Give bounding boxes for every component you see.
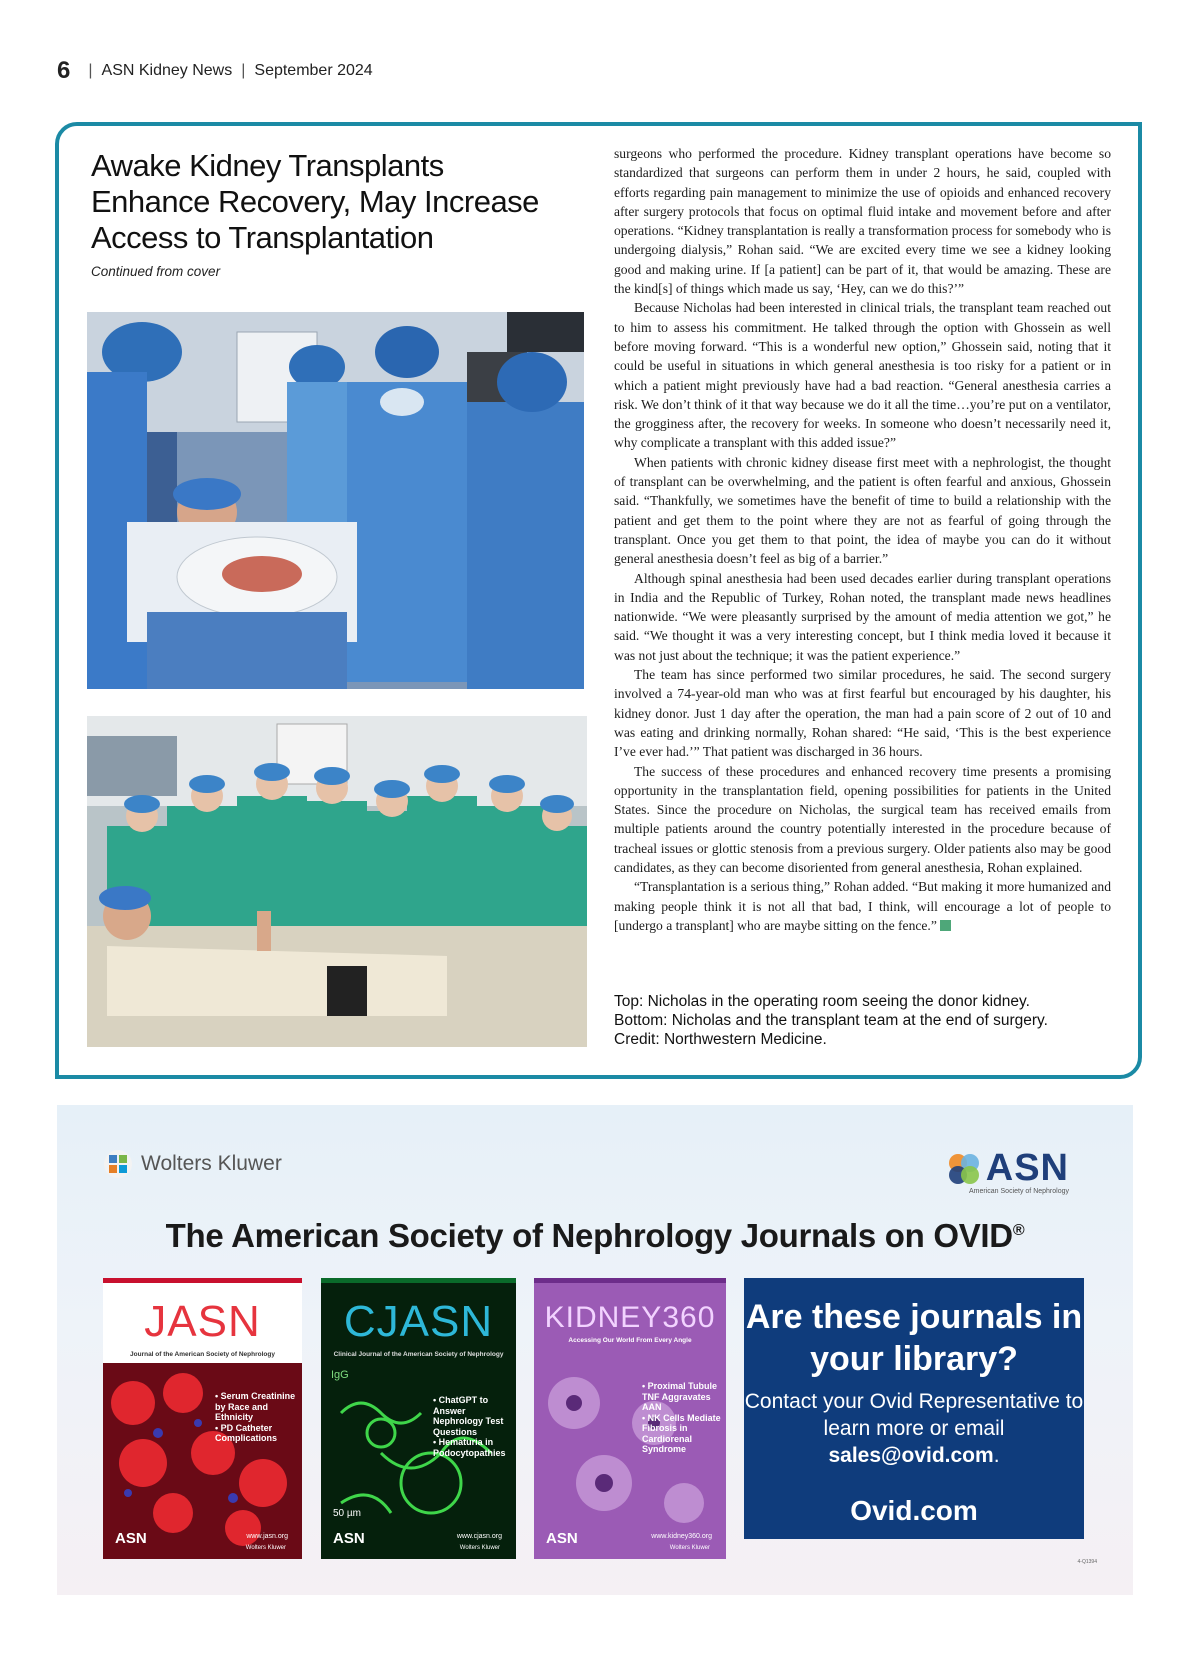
- registered-mark: ®: [1012, 1222, 1025, 1239]
- cta-question: Are these journals in your library?: [745, 1298, 1083, 1378]
- article-paragraph-last: [614, 877, 1111, 935]
- ad-headline: [57, 1217, 1133, 1255]
- jasn-subtitle: Journal of the American Society of Nephrology: [130, 1351, 275, 1358]
- article-paragraph: The team has since performed two similar procedures, he said. The second surgery involved a 74-year-old man who was at first fearful but encouraged by his daughter, his kidney donor. Just 1 day after the operation, the man had a pain score of 2 out of 10 and was eating and drinking normally, Rohan shared: “He said, ‘This is the best experience I’ve ever had.’” That patient was discharged in 36 hours.: [614, 667, 1111, 760]
- jasn-url: www.jasn.org: [246, 1533, 288, 1540]
- caption-top: Top: Nicholas in the operating room seeing the donor kidney.: [614, 993, 1030, 1010]
- cjasn-bullet: • Hematuria in Podocytopathies: [433, 1437, 506, 1458]
- cjasn-asn-logo: ASN: [333, 1530, 365, 1547]
- page-number: 6: [57, 57, 71, 84]
- issue-date: September 2024: [254, 62, 373, 79]
- asn-logo: [944, 1147, 1069, 1195]
- jasn-cover: [103, 1278, 302, 1559]
- cjasn-bullet: • ChatGPT to Answer Nephrology Test Questions: [433, 1395, 504, 1437]
- cjasn-title: CJASN: [343, 1297, 494, 1346]
- cjasn-cover: [321, 1278, 516, 1559]
- kidney360-subtitle: Accessing Our World From Every Angle: [568, 1337, 692, 1344]
- cta-contact-text: Contact your Ovid Representative to learn more or email: [744, 1390, 1084, 1440]
- header-separator: |: [88, 62, 93, 79]
- cjasn-bullets: [433, 1395, 516, 1458]
- article-title: Awake Kidney Transplants Enhance Recovery, May Increase Access to Transplantation: [91, 148, 539, 255]
- page-header: [57, 56, 373, 86]
- jasn-bullets: [215, 1391, 299, 1444]
- operating-room-illustration: [87, 312, 584, 689]
- kidney360-bullet: • NK Cells Mediate Fibrosis in Cardiorenal Syndrome: [642, 1412, 721, 1454]
- kidney360-url: www.kidney360.org: [651, 1533, 712, 1540]
- cjasn-subtitle: Clinical Journal of the American Society of Nephrology: [333, 1351, 504, 1358]
- caption-bottom: Bottom: Nicholas and the transplant team at the end of surgery.: [614, 1012, 1048, 1029]
- ad-code: 4-Q1394: [1077, 1559, 1097, 1565]
- header-separator: |: [241, 62, 246, 79]
- article-box: [55, 122, 1142, 1079]
- asn-tagline: American Society of Nephrology: [969, 1188, 1069, 1195]
- jasn-title: JASN: [144, 1297, 261, 1346]
- wolters-kluwer-name: Wolters Kluwer: [141, 1152, 282, 1175]
- ovid-cta-panel: [744, 1278, 1084, 1539]
- cjasn-scale: 50 µm: [333, 1508, 361, 1519]
- photo-operating-room: [87, 312, 584, 689]
- photo-caption: [614, 992, 1094, 1049]
- caption-credit: Credit: Northwestern Medicine.: [614, 1031, 827, 1048]
- photo-transplant-team: [87, 716, 587, 1047]
- kidney360-bullet: • Proximal Tubule TNF Aggravates AAN: [642, 1381, 717, 1412]
- article-body: [614, 144, 1111, 935]
- cta-period: .: [993, 1444, 1000, 1467]
- cjasn-publisher: Wolters Kluwer: [459, 1545, 500, 1551]
- ad-headline-text: The American Society of Nephrology Journals on OVID: [165, 1217, 1013, 1254]
- asn-logo-text: ASN: [985, 1147, 1069, 1189]
- wolters-kluwer-logo: [103, 1149, 282, 1179]
- article-paragraph-text: “Transplantation is a serious thing,” Rohan added. “But making it more humanized and making people think it is not all that bad, I think, will encourage a lot of people to [undergo a transplant] who are maybe sitting on the fence.”: [614, 879, 1111, 933]
- ovid-advertisement: [57, 1105, 1133, 1595]
- kidney360-cover: [534, 1278, 726, 1559]
- cjasn-url: www.cjasn.org: [456, 1533, 502, 1540]
- kidney360-asn-logo: ASN: [546, 1530, 578, 1547]
- cjasn-stain-label: IgG: [331, 1369, 349, 1381]
- article-paragraph: surgeons who performed the procedure. Kidney transplant operations have become so standardized that surgeons can perform them in under 2 hours, he said, coupled with efforts regarding pain management to minimize the use of opioids and enhanced recovery after surgery protocols that focus on optimal fluid intake and movement before and after operations. “Kidney transplantation is really a transformation process for somebody who is undergoing dialysis,” Rohan said. “We are excited every time we see a kidney looking good and making urine. If [a patient] can be part of it, that would be amazing. These are the kind[s] of things which made us say, ‘Hey, can we do this?’”: [614, 146, 1111, 297]
- wolters-kluwer-icon: [103, 1149, 133, 1179]
- jasn-bullet: • Serum Creatinine by Race and Ethnicity: [215, 1391, 296, 1422]
- asn-logo-icon: [944, 1151, 986, 1187]
- continued-note: Continued from cover: [91, 264, 221, 279]
- kidney360-publisher: Wolters Kluwer: [669, 1545, 710, 1551]
- article-paragraph: Although spinal anesthesia had been used decades earlier during transplant operations in India and the Republic of Turkey, Rohan noted, the transplant made news headlines nationwide. “We were pleasantly surprised by the amount of media attention we got,” he said. “We thought it was a very interesting concept, but I think media loved it because it was not just about the technique; it was the patient experience.”: [614, 570, 1111, 663]
- cta-contact: [744, 1388, 1084, 1469]
- kidney360-bullets: [642, 1381, 726, 1455]
- jasn-asn-logo: ASN: [115, 1530, 147, 1547]
- jasn-bullet: • PD Catheter Complications: [215, 1422, 278, 1443]
- publication-name: ASN Kidney News: [101, 62, 233, 79]
- jasn-publisher: Wolters Kluwer: [245, 1545, 286, 1551]
- article-paragraph: The success of these procedures and enhanced recovery time presents a promising opportunity in the transplantation field, opening possibilities for patients in the United States. Since the procedure on Nicholas, the surgical team has received emails from multiple patients around the country potentially interested in the procedure because of tracheal issues or glottic stenosis from a previous surgery. Older patients also may be good candidates, as they can become disoriented from general anesthesia, Rohan explained.: [614, 763, 1111, 875]
- ovid-site-link[interactable]: Ovid.com: [850, 1495, 978, 1526]
- team-illustration: [87, 716, 587, 1047]
- cta-email-link[interactable]: sales@ovid.com: [828, 1444, 994, 1467]
- article-paragraph: Because Nicholas had been interested in clinical trials, the transplant team reached out to him to assess his commitment. He talked through the option with Ghossein as well before moving forward. “This is a wonderful new option,” Ghossein said, noting that it could be useful in situations in which general anesthesia is too risky for a patient or in which a patient might previously have had a bad reaction. “General anesthesia carries a risk. We don’t think of it that way because we do it all the time…you’re put on a ventilator, the grogginess after, the recovery for weeks. In someone who doesn’t necessarily need it, why complicate a transplant with this added issue?”: [614, 300, 1111, 451]
- end-mark-icon: [940, 920, 951, 931]
- article-paragraph: When patients with chronic kidney disease first meet with a nephrologist, the thought of transplant can be overwhelming, and the patient is often fearful and anxious, Ghossein said. “Thankfully, we sometimes have the benefit of time to build a relationship with the patient and get them to the point where they are not as fearful of going through the transplant. Once you get them to that point, the idea of maybe you can do it without general anesthesia doesn’t feel as big of a barrier.”: [614, 454, 1111, 567]
- kidney360-title: KIDNEY360: [544, 1301, 716, 1334]
